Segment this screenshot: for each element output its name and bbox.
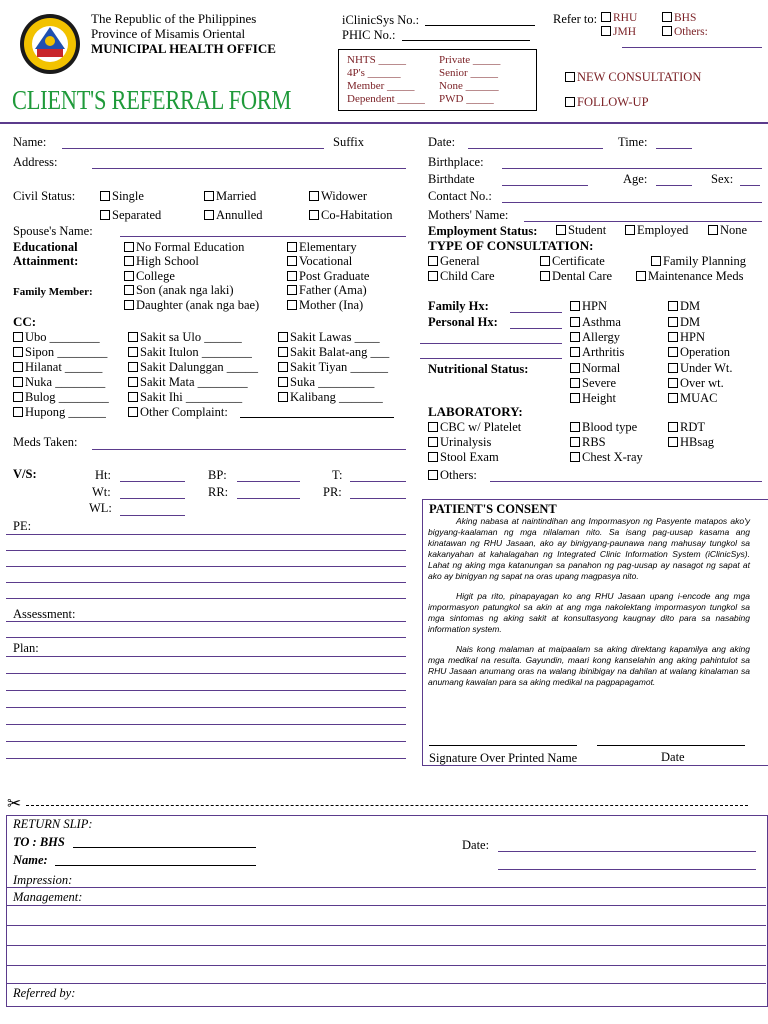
management-line[interactable] [6,965,766,966]
return-name-label: Name: [13,853,48,867]
edu-elementary-checkbox[interactable]: Elementary [287,240,357,254]
mothers-name-field[interactable] [524,221,762,222]
patient-consent-box [422,499,768,766]
cut-line [26,805,748,806]
assessment-line[interactable] [6,637,406,638]
checkbox-icon [668,301,678,311]
category-member[interactable]: Member _____ [347,80,415,92]
hx-hpn-checkbox[interactable]: HPN [570,299,607,313]
management-line[interactable] [6,925,766,926]
plan-line[interactable] [6,758,406,759]
checkbox-icon [128,392,138,402]
checkbox-icon [662,26,672,36]
wl-field[interactable] [120,515,185,516]
rr-field[interactable] [237,498,300,499]
sex-label: Sex: [711,172,734,186]
checkbox-icon [570,422,580,432]
nutri-overwt-checkbox[interactable]: Over wt. [668,376,724,390]
phic-field[interactable] [402,40,530,41]
checkbox-icon [100,191,110,201]
employment-student-checkbox[interactable]: Student [556,223,606,237]
edu-no-formal-checkbox[interactable]: No Formal Education [124,240,244,254]
rr-label: RR: [208,485,229,499]
consult-child-care-checkbox[interactable]: Child Care [428,269,495,283]
cc-label: CC: [13,314,37,329]
signature-label: Signature Over Printed Name [429,751,578,765]
pe-label: PE: [13,519,32,533]
consult-family-planning-checkbox[interactable]: Family Planning [651,254,746,268]
lab-chest-xray-checkbox[interactable]: Chest X-ray [570,450,643,464]
category-private[interactable]: Private _____ [439,54,501,66]
checkbox-icon [13,332,23,342]
iclinicsys-label: iClinicSys No.: [342,13,420,27]
hx-extra-line[interactable] [420,343,562,344]
consult-maintenance-meds-checkbox[interactable]: Maintenance Meds [636,269,743,283]
civil-cohabitation-checkbox[interactable]: Co-Habitation [309,208,393,222]
cc-sakit-balat-checkbox[interactable]: Sakit Balat-ang ___ [278,345,389,359]
checkbox-icon [668,393,678,403]
contact-label: Contact No.: [428,189,492,203]
checkbox-icon [556,225,566,235]
return-date-field[interactable] [498,851,756,852]
checkbox-icon [287,271,297,281]
checkbox-icon [124,285,134,295]
checkbox-icon [570,332,580,342]
date-label: Date: [428,135,456,149]
vs-label: V/S: [13,467,37,481]
edu-vocational-checkbox[interactable]: Vocational [287,254,352,268]
cc-nuka-checkbox[interactable]: Nuka ________ [13,375,105,389]
meds-taken-label: Meds Taken: [13,435,78,449]
civil-annulled-checkbox[interactable]: Annulled [204,208,263,222]
family-daughter-checkbox[interactable]: Daughter (anak nga bae) [124,298,259,312]
employment-employed-checkbox[interactable]: Employed [625,223,688,237]
employment-label: Employment Status: [428,224,538,238]
hx-allergy-checkbox[interactable]: Allergy [570,330,620,344]
republic-heading: The Republic of the Philippines [91,11,257,26]
date-field[interactable] [468,148,603,149]
suffix-label: Suffix [333,135,365,149]
birthdate-field[interactable] [502,185,588,186]
checkbox-icon [668,332,678,342]
cc-sakit-tiyan-checkbox[interactable]: Sakit Tiyan ______ [278,360,388,374]
refer-bhs-checkbox[interactable]: BHS [662,11,696,25]
cc-ubo-checkbox[interactable]: Ubo ________ [13,330,100,344]
return-to-label: TO : BHS [13,835,65,849]
consultation-type-label: TYPE OF CONSULTATION: [428,238,594,253]
checkbox-icon [668,437,678,447]
family-mother-checkbox[interactable]: Mother (Ina) [287,298,363,312]
pe-line[interactable] [6,534,406,535]
return-slip-title: RETURN SLIP: [13,817,93,831]
checkbox-icon [128,347,138,357]
checkbox-icon [625,225,635,235]
bp-label: BP: [208,468,227,482]
lab-rdt-checkbox[interactable]: RDT [668,420,705,434]
hx-dm2-checkbox[interactable]: DM [668,315,700,329]
edu-college-checkbox[interactable]: College [124,269,175,283]
checkbox-icon [204,191,214,201]
wl-label: WL: [89,501,112,515]
checkbox-icon [570,317,580,327]
checkbox-icon [278,377,288,387]
cc-sakit-ihi-checkbox[interactable]: Sakit Ihi _________ [128,390,242,404]
assessment-line[interactable] [6,621,406,622]
consent-paragraph: Higit pa rito, pinapayagan ko ang RHU Jasaan upang i-encode ang mga impormasyon patungkol sa akin at ang mga nakolektang impormasyon tungkol sa mga sintomas ng aking sakit at konsultasyong kaugnay dito para sa nasabing information system. [428,591,750,634]
checkbox-icon [668,317,678,327]
impression-line[interactable] [6,887,766,888]
hx-hpn2-checkbox[interactable]: HPN [668,330,705,344]
cc-sakit-dalunggan-checkbox[interactable]: Sakit Dalunggan _____ [128,360,258,374]
checkbox-icon [570,363,580,373]
civil-status-label: Civil Status: [13,189,76,203]
bp-field[interactable] [237,481,300,482]
consent-paragraph: Aking nabasa at naintindihan ang Impormasyon ng Pasyente matapos ako'y bigyang-kaalaman ng mga nilalaman nito. Sa isang pag-uusap kasama ang kinatawan ng RHU Jasaan, ako ay binigyang-paunawa nang mahusay tungkol sa kakanyahan at kahalagahan ng Integrated Clinic Information System (iClinicSys). Lahat ng aking mga katanungan sa panahon ng pag-uusap ay nasagot ng sapat at ako ay binigyan ng sapat na oras upang magpasya nito. [428,516,750,581]
checkbox-icon [668,422,678,432]
lab-cbc-checkbox[interactable]: CBC w/ Platelet [428,420,521,434]
plan-line[interactable] [6,741,406,742]
management-line[interactable] [6,983,766,984]
checkbox-icon [540,271,550,281]
family-hx-field[interactable] [510,312,562,313]
nutri-normal-checkbox[interactable]: Normal [570,361,620,375]
checkbox-icon [565,97,575,107]
lab-urinalysis-checkbox[interactable]: Urinalysis [428,435,491,449]
category-senior[interactable]: Senior _____ [439,67,498,79]
family-father-checkbox[interactable]: Father (Ama) [287,283,367,297]
civil-married-checkbox[interactable]: Married [204,189,256,203]
category-none[interactable]: None ______ [439,80,499,92]
age-field[interactable] [656,185,692,186]
checkbox-icon [708,225,718,235]
checkbox-icon [570,437,580,447]
form-title: CLIENT'S REFERRAL FORM [12,85,292,115]
pr-field[interactable] [350,498,406,499]
education-label-line1: Educational [13,240,78,254]
header-divider [0,122,768,124]
checkbox-icon [124,300,134,310]
personal-hx-field[interactable] [510,328,562,329]
assessment-label: Assessment: [13,607,76,621]
contact-field[interactable] [502,202,762,203]
checkbox-icon [570,378,580,388]
checkbox-icon [428,271,438,281]
checkbox-icon [124,256,134,266]
mothers-name-label: Mothers' Name: [428,208,509,222]
name-field[interactable] [62,148,324,149]
cc-sakit-mata-checkbox[interactable]: Sakit Mata ________ [128,375,248,389]
cc-other-complaint-checkbox[interactable]: Other Complaint: [128,405,228,419]
cc-suka-checkbox[interactable]: Suka _________ [278,375,374,389]
checkbox-icon [428,256,438,266]
iclinicsys-field[interactable] [425,25,535,26]
checkbox-icon [570,393,580,403]
hx-dm-checkbox[interactable]: DM [668,299,700,313]
cc-sakit-lawas-checkbox[interactable]: Sakit Lawas ____ [278,330,380,344]
refer-others-checkbox[interactable]: Others: [662,25,708,39]
management-line[interactable] [6,905,766,906]
refer-rhu-checkbox[interactable]: RHU [601,11,637,25]
lab-others-checkbox[interactable]: Others: [428,468,477,482]
address-field[interactable] [92,168,406,169]
category-dependent[interactable]: Dependent _____ [347,93,425,105]
t-field[interactable] [350,481,406,482]
management-label: Management: [13,890,83,904]
follow-up-checkbox[interactable]: FOLLOW-UP [565,95,649,109]
checkbox-icon [128,407,138,417]
pr-label: PR: [323,485,342,499]
hx-asthma-checkbox[interactable]: Asthma [570,315,621,329]
checkbox-icon [128,332,138,342]
checkbox-icon [668,347,678,357]
family-member-label: Family Member: [13,286,93,298]
edu-high-school-checkbox[interactable]: High School [124,254,199,268]
nutri-height-checkbox[interactable]: Height [570,391,616,405]
membership-category-box [338,49,537,111]
return-name-field[interactable] [55,865,256,866]
wt-label: Wt: [92,485,111,499]
checkbox-icon [13,392,23,402]
scissors-icon: ✂ [7,794,22,813]
checkbox-icon [13,347,23,357]
checkbox-icon [278,332,288,342]
plan-line[interactable] [6,707,406,708]
time-label: Time: [618,135,648,149]
civil-single-checkbox[interactable]: Single [100,189,144,203]
signature-field[interactable] [429,745,577,746]
family-son-checkbox[interactable]: Son (anak nga laki) [124,283,234,297]
personal-hx-label: Personal Hx: [428,315,498,329]
cc-hilanat-checkbox[interactable]: Hilanat ______ [13,360,102,374]
consent-date-field[interactable] [597,745,745,746]
checkbox-icon [13,377,23,387]
checkbox-icon [13,407,23,417]
phic-label: PHIC No.: [342,28,396,42]
checkbox-icon [124,271,134,281]
pe-line[interactable] [6,598,406,599]
checkbox-icon [204,210,214,220]
nutritional-status-label: Nutritional Status: [428,362,529,376]
hx-arthritis-checkbox[interactable]: Arthritis [570,345,624,359]
checkbox-icon [662,12,672,22]
laboratory-label: LABORATORY: [428,404,523,419]
checkbox-icon [278,347,288,357]
plan-line[interactable] [6,656,406,657]
municipal-seal-logo [19,13,81,75]
lab-stool-exam-checkbox[interactable]: Stool Exam [428,450,499,464]
checkbox-icon [668,378,678,388]
return-to-field[interactable] [73,847,256,848]
consent-date-label: Date [661,750,685,764]
checkbox-icon [287,285,297,295]
hx-extra-line[interactable] [420,358,562,359]
category-pwd[interactable]: PWD _____ [439,93,494,105]
return-slip-box [6,815,768,1007]
cc-sipon-checkbox[interactable]: Sipon ________ [13,345,107,359]
checkbox-icon [100,210,110,220]
hx-operation-checkbox[interactable]: Operation [668,345,730,359]
consult-general-checkbox[interactable]: General [428,254,480,268]
lab-blood-type-checkbox[interactable]: Blood type [570,420,637,434]
other-complaint-field[interactable] [240,417,394,418]
return-date-label: Date: [462,838,490,852]
office-heading: MUNICIPAL HEALTH OFFICE [91,41,276,56]
refer-others-field[interactable] [622,47,762,48]
checkbox-icon [287,256,297,266]
consent-paragraph: Nais kong malaman at maipaalam sa aking direktang kapamilya ang aking mga medikal na resulta. Gayundin, maari kong kanselahin ang aking pahintulot sa RHU Jasaan anumang oras na walang ibinibigay na dahilan at walang kinalaman sa anumang kawalan para sa aking medikal na pagpapagamot. [428,644,750,687]
cc-sakit-itulon-checkbox[interactable]: Sakit Itulon ________ [128,345,252,359]
checkbox-icon [601,12,611,22]
new-consultation-checkbox[interactable]: NEW CONSULTATION [565,70,701,84]
lab-hbsag-checkbox[interactable]: HBsag [668,435,714,449]
checkbox-icon [309,191,319,201]
refer-jmh-checkbox[interactable]: JMH [601,25,636,39]
checkbox-icon [309,210,319,220]
checkbox-icon [287,242,297,252]
pe-line[interactable] [6,550,406,551]
meds-taken-field[interactable] [92,449,406,450]
spouse-label: Spouse's Name: [13,224,93,238]
checkbox-icon [13,362,23,372]
checkbox-icon [128,377,138,387]
t-label: T: [332,468,343,482]
province-heading: Province of Misamis Oriental [91,26,246,41]
nutri-underwt-checkbox[interactable]: Under Wt. [668,361,733,375]
name-label: Name: [13,135,47,149]
address-label: Address: [13,155,58,169]
civil-widower-checkbox[interactable]: Widower [309,189,367,203]
return-date-field-2[interactable] [498,869,756,870]
checkbox-icon [636,271,646,281]
lab-others-field[interactable] [490,481,762,482]
checkbox-icon [428,452,438,462]
checkbox-icon [428,422,438,432]
time-field[interactable] [656,148,692,149]
checkbox-icon [278,362,288,372]
cc-bulog-checkbox[interactable]: Bulog ________ [13,390,109,404]
refer-to-label: Refer to: [553,12,598,26]
sex-field[interactable] [740,185,760,186]
pe-line[interactable] [6,582,406,583]
family-hx-label: Family Hx: [428,299,489,313]
checkbox-icon [570,347,580,357]
education-label-line2: Attainment: [13,254,79,268]
nutri-muac-checkbox[interactable]: MUAC [668,391,718,405]
checkbox-icon [428,437,438,447]
cc-sakit-ulo-checkbox[interactable]: Sakit sa Ulo ______ [128,330,242,344]
referred-by-label: Referred by: [13,986,76,1000]
consent-title: PATIENT'S CONSENT [429,502,557,516]
nutri-severe-checkbox[interactable]: Severe [570,376,616,390]
cc-hupong-checkbox[interactable]: Hupong ______ [13,405,106,419]
management-line[interactable] [6,945,766,946]
civil-separated-checkbox[interactable]: Separated [100,208,161,222]
birthplace-label: Birthplace: [428,155,484,169]
category-nhts[interactable]: NHTS _____ [347,54,406,66]
checkbox-icon [540,256,550,266]
birthdate-label: Birthdate [428,172,475,186]
spouse-field[interactable] [120,236,406,237]
plan-line[interactable] [6,690,406,691]
checkbox-icon [565,72,575,82]
consent-body [428,516,750,688]
checkbox-icon [668,363,678,373]
plan-line[interactable] [6,724,406,725]
edu-post-graduate-checkbox[interactable]: Post Graduate [287,269,369,283]
plan-label: Plan: [13,641,39,655]
checkbox-icon [601,26,611,36]
ht-field[interactable] [120,481,185,482]
cc-kalibang-checkbox[interactable]: Kalibang _______ [278,390,383,404]
ht-label: Ht: [95,468,111,482]
checkbox-icon [128,362,138,372]
checkbox-icon [278,392,288,402]
wt-field[interactable] [120,498,185,499]
checkbox-icon [287,300,297,310]
consult-dental-care-checkbox[interactable]: Dental Care [540,269,612,283]
age-label: Age: [623,172,648,186]
checkbox-icon [651,256,661,266]
checkbox-icon [570,452,580,462]
impression-label: Impression: [13,873,73,887]
consult-certificate-checkbox[interactable]: Certificate [540,254,605,268]
employment-none-checkbox[interactable]: None [708,223,747,237]
plan-line[interactable] [6,673,406,674]
checkbox-icon [570,301,580,311]
birthplace-field[interactable] [502,168,762,169]
checkbox-icon [124,242,134,252]
pe-line[interactable] [6,566,406,567]
checkbox-icon [428,470,438,480]
category-4ps[interactable]: 4P's ______ [347,67,401,79]
lab-rbs-checkbox[interactable]: RBS [570,435,606,449]
